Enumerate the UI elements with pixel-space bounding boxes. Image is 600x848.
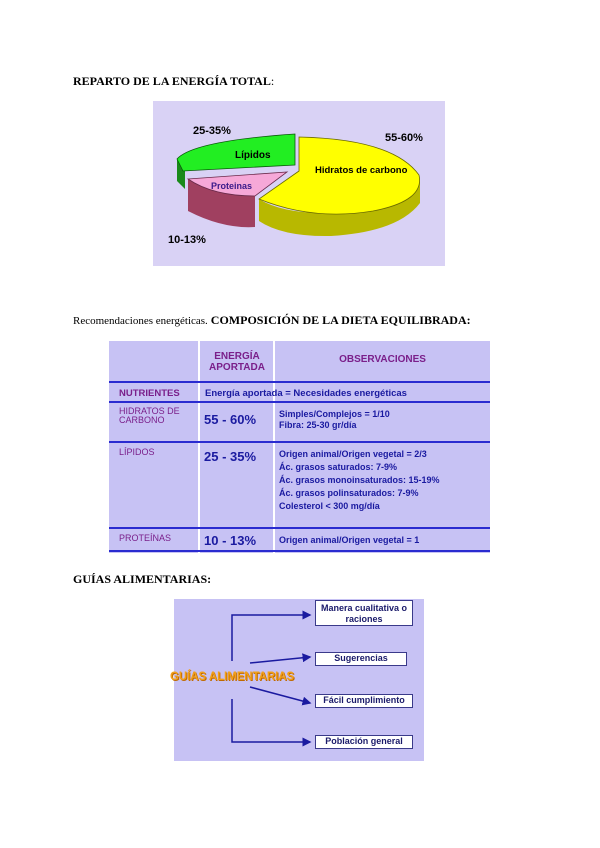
- table-rule-4: [109, 527, 490, 529]
- row-obs-proteinas: Origen animal/Origen vegetal = 1: [279, 535, 420, 545]
- guias-item-poblacion: Población general: [315, 735, 413, 749]
- obs-line: Ác. grasos monoinsaturados: 15-19%: [279, 475, 440, 485]
- table-divider-v1: [198, 341, 200, 553]
- heading-recomendaciones: [73, 313, 471, 328]
- table-divider-v2: [273, 341, 275, 553]
- row-energia-hidratos: 55 - 60%: [204, 412, 257, 427]
- heading-recomendaciones-prefix: Recomendaciones energéticas.: [73, 315, 208, 327]
- row-obs-hidratos: [279, 409, 390, 431]
- heading-reparto: [73, 74, 274, 89]
- guias-title: GUÍAS ALIMENTARIAS: [170, 669, 295, 683]
- pie-chart-svg: [153, 101, 445, 266]
- table-rule-3: [109, 441, 490, 443]
- arrow-to-sugerencias: [250, 657, 310, 663]
- pie-label-proteinas: Proteinas: [211, 181, 253, 191]
- row-nutriente-proteinas: PROTEÍNAS: [119, 533, 172, 543]
- diet-table: [109, 341, 490, 553]
- row-header-nutrientes: NUTRIENTES: [119, 388, 180, 399]
- heading-guias: GUÍAS ALIMENTARIAS:: [73, 572, 212, 586]
- row-nutriente-lipidos: LÍPIDOS: [119, 447, 155, 457]
- arrow-to-poblacion: [232, 699, 310, 742]
- obs-line: Ác. grasos saturados: 7-9%: [279, 462, 398, 472]
- heading-reparto-suffix: :: [270, 74, 275, 88]
- row-energia-proteinas: 10 - 13%: [204, 533, 257, 548]
- arrow-to-facil: [250, 687, 310, 703]
- guias-item-sugerencias: Sugerencias: [315, 652, 407, 666]
- obs-line: Origen animal/Origen vegetal = 2/3: [279, 449, 427, 459]
- obs-line: Ác. grasos polinsaturados: 7-9%: [279, 488, 419, 498]
- row-energia-lipidos: 25 - 35%: [204, 449, 257, 464]
- heading-reparto-text: REPARTO DE LA ENERGÍA TOTAL: [73, 74, 271, 88]
- nutrientes-obs: Energía aportada = Necesidades energéticas: [205, 388, 407, 399]
- pie-label-hidratos: Hidratos de carbono: [315, 165, 408, 176]
- obs-line: Simples/Complejos = 1/10: [279, 409, 390, 419]
- guias-item-facil: Fácil cumplimiento: [315, 694, 413, 708]
- guias-item-manera: Manera cualitativa o raciones: [315, 600, 413, 626]
- heading-recomendaciones-main: COMPOSICIÓN DE LA DIETA EQUILIBRADA:: [207, 313, 471, 327]
- pie-label-lipidos-value: 25-35%: [193, 125, 231, 137]
- row-nutriente-hidratos: HIDRATOS DE CARBONO: [119, 406, 180, 425]
- arrow-to-manera: [232, 615, 310, 661]
- obs-line: Colesterol < 300 mg/día: [279, 501, 380, 511]
- table-rule-2: [109, 401, 490, 403]
- pie-chart: [153, 101, 445, 266]
- row-obs-lipidos: [279, 448, 440, 513]
- col-header-energia: ENERGÍA APORTADA: [209, 351, 265, 373]
- table-rule-5: [109, 550, 490, 552]
- guias-diagram: [170, 599, 424, 761]
- pie-label-hidratos-value: 55-60%: [385, 132, 423, 144]
- col-header-observaciones: OBSERVACIONES: [339, 354, 426, 365]
- pie-label-proteinas-value: 10-13%: [168, 234, 206, 246]
- pie-label-lipidos: Lípidos: [235, 150, 271, 161]
- obs-line: Fibra: 25-30 gr/día: [279, 420, 357, 430]
- table-rule-1: [109, 381, 490, 383]
